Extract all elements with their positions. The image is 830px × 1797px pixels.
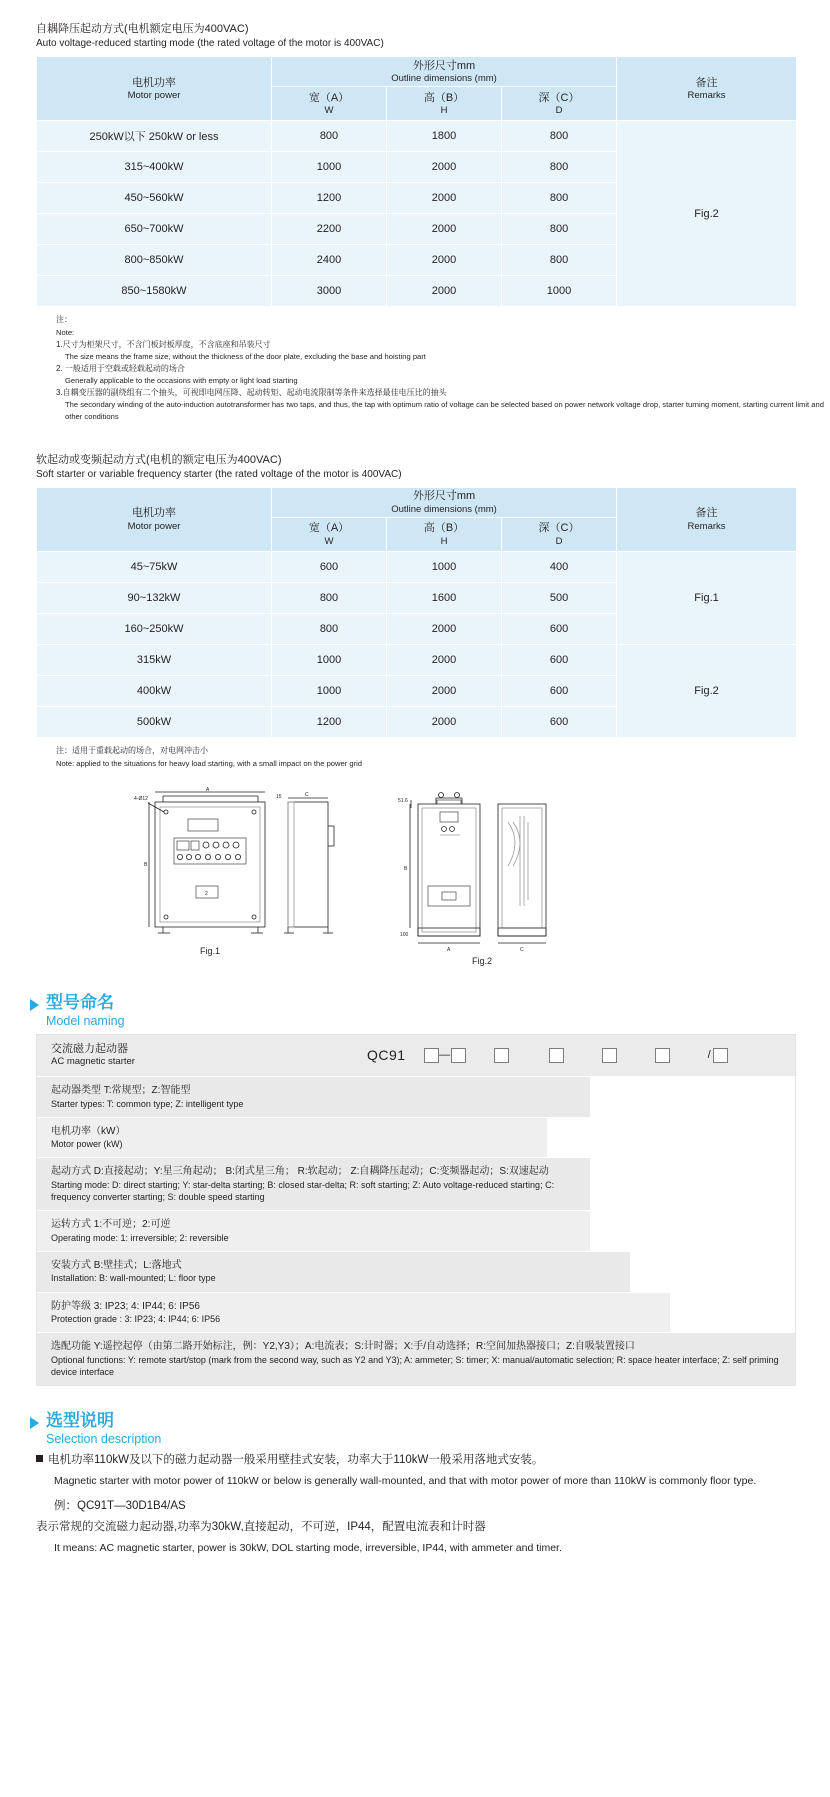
level-4-en: Operating mode: 1: irreversible; 2: reversible [51,1232,229,1243]
product-name-en: AC magnetic starter [51,1056,135,1068]
level-2-labels [37,1118,547,1158]
note-label: 注： [56,315,72,325]
label: 外形尺寸mm [412,59,476,72]
spacer [590,1158,795,1210]
svg-text:B: B [144,862,148,869]
note-item: 2. 一般适用于空载或轻载起动的场合 [56,363,185,373]
cell-width: 600 [272,552,387,583]
table1-header-power [37,57,272,121]
cell-depth: 1000 [502,276,617,307]
spacer [670,1293,795,1333]
svg-text:Fig.1: Fig.1 [199,946,221,957]
code-box-5[interactable] [602,1048,617,1063]
cell-height: 2000 [387,676,502,707]
svg-text:100: 100 [400,932,409,939]
spacer [630,1252,795,1292]
level-1-en: Starter types: T: common type; Z: intelligent type [51,1098,244,1109]
naming-level-row [37,1077,795,1118]
level-4-cn: 运转方式 1:不可逆；2:可逆 [51,1219,171,1231]
selection-p2-en-text: It means: AC magnetic starter, power is 30kW, DOL starting mode, irreversible, IP44, with ammeter and timer. [54,1541,562,1554]
naming-level-row [37,1118,795,1159]
label: 电机功率 [132,507,176,520]
selection-p2-code: 例：QC91T—30D1B4/AS [54,1499,186,1512]
table2-header-width [272,518,387,552]
table1-caption-cn: 自耦降压起动方式(电机额定电压为400VAC) [36,23,249,35]
level-1-cn: 起动器类型 T:常规型；Z:智能型 [51,1085,191,1097]
code-box-6[interactable] [655,1048,670,1063]
table-row [37,121,797,152]
cell-height: 2000 [387,276,502,307]
spacer [590,1211,795,1251]
svg-text:C: C [520,947,524,954]
label: H [440,105,448,117]
cell-depth: 500 [502,583,617,614]
note-label: Note: [56,327,75,337]
cell-depth: 600 [502,707,617,738]
cell-power: 800~850kW [37,245,272,276]
cell-power: 500kW [37,707,272,738]
cell-power: 650~700kW [37,214,272,245]
level-7-en: Optional functions: Y: remote start/stop (mark from the second way, such as Y2 and Y3); A: ammeter; S: timer; X: manual/automatic selection; R: space heater interface; Z: self priming device interface [51,1354,779,1377]
code-area [367,1047,795,1063]
label: W [324,535,334,547]
cell-height: 2000 [387,614,502,645]
naming-code-row [37,1035,795,1078]
cell-power: 160~250kW [37,614,272,645]
label: 深（C） [538,522,580,535]
label: 宽（A） [308,522,350,535]
cell-power: 400kW [37,676,272,707]
product-name-cn: 交流磁力起动器 [51,1042,128,1055]
cell-remark: Fig.2 [617,121,797,307]
naming-level-row [37,1333,795,1385]
cell-power: 450~560kW [37,183,272,214]
label: 高（B） [423,522,465,535]
spacer [590,1077,795,1117]
level-3-labels [37,1158,590,1210]
cell-width: 800 [272,121,387,152]
cell-height: 2000 [387,214,502,245]
table2-header-height [387,518,502,552]
table2-caption-en: Soft starter or variable frequency starter (the rated voltage of the motor is 400VAC) [36,468,402,480]
level-6-cn: 防护等级 3: IP23; 4: IP44; 6: IP56 [51,1300,200,1312]
label: Remarks [687,90,726,102]
cell-width: 1200 [272,707,387,738]
cabinet-drawings [0,786,830,986]
label: W [324,105,334,117]
label: Motor power [127,90,181,102]
note-item: The size means the frame size, without the thickness of the door plate, excluding the base and hoisting part [65,351,426,361]
svg-text:B: B [404,866,408,873]
selection-p2-cn [36,1497,806,1517]
note-item: The secondary winding of the auto-induction autotransformer has two taps, and thus, the tap with optimum ratio of voltage can be selected based on power network voltage drop, starter turning moment, starting current limit and other conditions [65,400,824,421]
cell-depth: 600 [502,676,617,707]
level-3-en: Starting mode: D: direct starting; Y: star-delta starting; B: closed star-delta; R: soft starting; Z: Auto voltage-reduced starting; C: frequency converter starting; S: double speed starting [51,1179,555,1203]
cell-width: 1000 [272,152,387,183]
label: 外形尺寸mm [412,490,476,503]
note-item: Generally applicable to the occasions with empty or light load starting [65,376,298,386]
cell-height: 2000 [387,152,502,183]
label: H [440,535,448,547]
code-dash: — [439,1049,451,1062]
selection-p1-en-text: Magnetic starter with motor power of 110kW or below is generally wall-mounted, and that with motor power of more than 110kW is commonly floor type. [54,1474,757,1487]
cell-depth: 800 [502,121,617,152]
code-box-1[interactable] [424,1048,439,1063]
naming-level-row [37,1158,795,1211]
table2-header-power [37,488,272,552]
cell-depth: 800 [502,183,617,214]
cell-width: 800 [272,583,387,614]
table2-caption-cn: 软起动或变频起动方式(电机的额定电压为400VAC) [36,453,282,466]
selection-heading-en: Selection description [46,1432,162,1447]
cell-depth: 600 [502,614,617,645]
label: Outline dimensions (mm) [391,73,497,85]
model-naming-diagram [36,1034,796,1386]
table1-dimensions [36,56,797,307]
level-1-labels [37,1077,590,1117]
cell-width: 3000 [272,276,387,307]
level-6-labels [37,1293,670,1333]
svg-text:51.6: 51.6 [398,798,408,805]
label: 宽（A） [308,91,350,104]
svg-text:Fig.2: Fig.2 [471,956,493,967]
table1-notes [56,314,830,422]
table2-header-outline [272,488,617,518]
cell-height: 1000 [387,552,502,583]
table2-caption [36,453,830,481]
note-item: 3.自耦变压器的副绕组有二个抽头，可视即电网压降、起动转矩、起动电流限制等条件来选择最佳电压比的抽头 [56,387,447,397]
level-7-cn: 选配功能 Y:遥控起停（由第二路开始标注，例：Y2,Y3）；A:电流表；S:计时器；X:手/自动选择；R:空间加热器接口；Z:自吸装置接口 [51,1341,635,1353]
level-7-labels [37,1333,795,1385]
table1-header-remarks [617,57,797,121]
code-box-7[interactable] [713,1048,728,1063]
naming-level-row [37,1293,795,1334]
naming-level-row [37,1252,795,1293]
code-box-2[interactable] [451,1048,466,1063]
cell-width: 800 [272,614,387,645]
cell-depth: 400 [502,552,617,583]
naming-level-row [37,1211,795,1252]
label: D [555,105,563,117]
model-naming-heading-cn: 型号命名 [46,993,114,1013]
triangle-bullet-icon [30,999,39,1011]
cell-power: 250kW以下 250kW or less [37,121,272,152]
cell-power: 90~132kW [37,583,272,614]
cell-power: 315kW [37,645,272,676]
cell-depth: 800 [502,245,617,276]
note-item: Note: applied to the situations for heavy load starting, with a small impact on the power grid [56,758,363,768]
code-box-4[interactable] [549,1048,564,1063]
cell-height: 1800 [387,121,502,152]
code-box-3[interactable] [494,1048,509,1063]
level-2-en: Motor power (kW) [51,1139,123,1150]
model-naming-heading-en: Model naming [46,1014,125,1029]
note-item: 注：适用于重载起动的场合，对电网冲击小 [56,746,208,756]
svg-text:A: A [447,947,451,954]
svg-text:2: 2 [205,891,208,898]
series-code: QC91 [367,1047,406,1064]
label: D [555,535,563,547]
selection-p2-cn2 [36,1518,806,1538]
svg-text:15: 15 [276,794,282,801]
code-slash: / [707,1049,711,1062]
level-5-labels [37,1252,630,1292]
selection-p2-desc: 表示常规的交流磁力起动器,功率为30kW,直接起动，不可逆，IP44，配置电流表和计时器 [36,1521,486,1534]
selection-description [36,1451,806,1557]
cell-remark: Fig.2 [617,645,797,738]
table1-header-depth [502,87,617,121]
cell-height: 2000 [387,245,502,276]
note-item: 1.尺寸为柜架尺寸，不含门板封板厚度，不含底座和吊装尺寸 [56,339,271,349]
model-naming-heading [30,992,830,1030]
svg-text:C: C [305,792,309,799]
cell-depth: 600 [502,645,617,676]
cell-width: 2200 [272,214,387,245]
table2-notes [56,745,830,770]
table1-header-width [272,87,387,121]
cell-width: 1000 [272,645,387,676]
selection-p1-cn-text: 电机功率110kW及以下的磁力起动器一般采用壁挂式安装，功率大于110kW一般采用落地式安装。 [48,1454,544,1467]
level-4-labels [37,1211,590,1251]
product-name [37,1035,367,1077]
table2-header-remarks [617,488,797,552]
table2-header-depth [502,518,617,552]
cell-width: 1000 [272,676,387,707]
table-row [37,645,797,676]
table2-dimensions [36,487,797,738]
cell-remark: Fig.1 [617,552,797,645]
label: 备注 [695,76,718,89]
level-2-cn: 电机功率（kW） [51,1125,126,1137]
level-3-cn: 起动方式 D:直接起动；Y:星三角起动； B:闭式星三角； R:软起动； Z:自耦降压起动；C:变频器起动；S:双速起动 [51,1166,549,1178]
cell-width: 2400 [272,245,387,276]
label: Remarks [687,520,726,532]
drawings-svg [0,786,830,986]
label: 备注 [695,507,718,520]
selection-p1-en [36,1473,806,1491]
cell-height: 2000 [387,183,502,214]
table1-caption [36,22,830,50]
level-5-cn: 安装方式 B:壁挂式；L:落地式 [51,1259,182,1271]
label: 深（C） [538,91,580,104]
level-6-en: Protection grade : 3: IP23; 4: IP44; 6: IP56 [51,1314,221,1325]
square-bullet-icon [36,1455,43,1462]
table1-header-outline [272,57,617,87]
table1-header-height [387,87,502,121]
label: Outline dimensions (mm) [391,503,497,515]
cell-width: 1200 [272,183,387,214]
cell-power: 850~1580kW [37,276,272,307]
cell-height: 2000 [387,707,502,738]
selection-heading-cn: 选型说明 [46,1410,114,1430]
selection-p2-en [36,1540,806,1558]
cell-height: 2000 [387,645,502,676]
label: Motor power [127,520,181,532]
table-row [37,552,797,583]
svg-text:A: A [206,787,210,794]
cell-height: 1600 [387,583,502,614]
cell-depth: 800 [502,152,617,183]
label: 电机功率 [132,76,176,89]
label: 高（B） [423,91,465,104]
cell-depth: 800 [502,214,617,245]
selection-heading [30,1410,830,1448]
selection-p1-cn [36,1451,806,1471]
cell-power: 315~400kW [37,152,272,183]
triangle-bullet-icon [30,1417,39,1429]
spacer [547,1118,795,1158]
level-5-en: Installation: B: wall-mounted; L: floor type [51,1273,216,1284]
table1-caption-en: Auto voltage-reduced starting mode (the rated voltage of the motor is 400VAC) [36,37,384,49]
cell-power: 45~75kW [37,552,272,583]
svg-text:4-Ø12: 4-Ø12 [134,796,148,803]
